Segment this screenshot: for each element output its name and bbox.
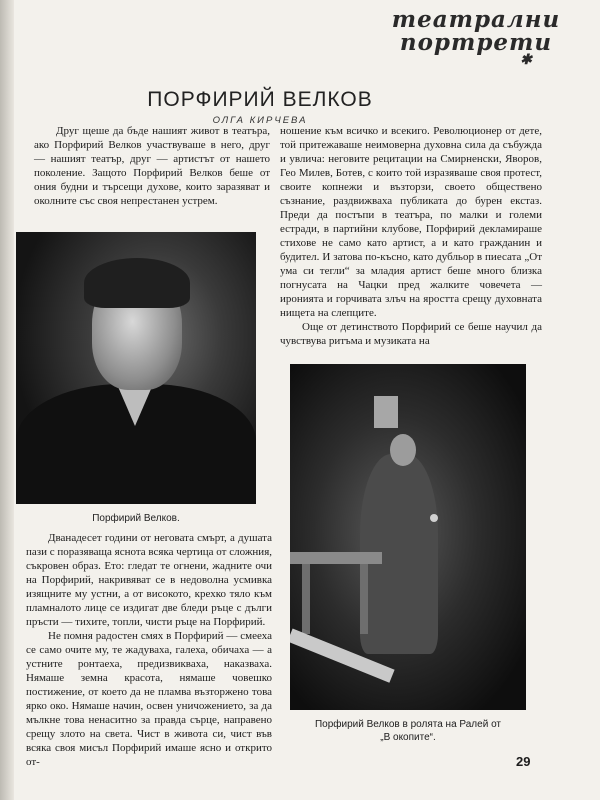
left-column-top xyxy=(34,124,270,208)
article-author: ОЛГА КИРЧЕВА xyxy=(212,115,308,126)
section-heading-line2: портрети xyxy=(399,29,553,56)
paragraph-childhood: Още от детинството Порфирий се беше научил да чувствува ритъма и музиката на xyxy=(280,321,542,347)
right-column xyxy=(280,124,542,348)
paragraph-intro: Друг щеше да бъде нашият живот в театъра, ако Порфирий Велков участвуваше в него, друг — нашият театър, друг — артистът от нашето поколение. Защото Порфирий Велков беше от ония будни и търсещи духове, които заразяват и околните със своя непрестанен устрем. xyxy=(34,125,270,207)
portrait-photo xyxy=(16,232,256,504)
left-column-bottom xyxy=(26,531,272,769)
stage-role-photo xyxy=(290,364,526,710)
asterisk-ornament-icon: ✱ xyxy=(520,52,532,68)
paragraph-revolutionary: ношение към всичко и всекиго. Революционер от дете, той притежаваше неимоверна духовна сила да събужда и увлича: неговите рецитации на Смирненски, Яворов, Гео Милев, Ботев, с които той изразяваше своя протест, своите копнежи и възторзи, своето обществено съзнание, раздвижваха публиката до бурен екстаз. Преди да постъпи в театъра, по малки и големи естради, в партийни клубове, Порфирий декламираше стихове не само като артист, а и като гражданин и будител. И затова по-късно, като дубльор в пиесата „От ума си тегли“ за младия артист беше много близка погнусата на Чацки пред жалките човечета — иронията и горчивата злъч на яростта срещу духовната нищета на слепците. xyxy=(280,125,542,319)
table-leg-right xyxy=(360,564,368,634)
paragraph-memory: Дванадесет години от неговата смърт, а душата пази с поразяваща яснота всяка чертица от сложния, съкровен образ. Ето: гледат те огнени, жадните очи на Порфирий, накривяват се в недоволна усмивка изящните му устни, а от високото, крехко тяло към пламналото лице се издигат две бледи ръце с дълги пръсти — тихите, топли, чисти ръце на Порфирий. xyxy=(26,532,272,628)
stage-caption-line1: Порфирий Велков в ролята на Ралей от xyxy=(314,719,501,730)
table-top xyxy=(290,552,382,564)
section-heading-line1: театрални xyxy=(391,6,561,33)
portrait-hair xyxy=(84,258,190,308)
wall-poster xyxy=(374,396,398,428)
actor-head xyxy=(390,434,416,466)
portrait-caption: Порфирий Велков. xyxy=(92,513,180,524)
article-title: ПОРФИРИЙ ВЕЛКОВ xyxy=(147,88,373,111)
paragraph-laughter: Не помня радостен смях в Порфирий — смееха се само очите му, те жадуваха, галеха, обичаха — а устните ронтаеха, предизвикваха, наказваха. Нямаше земна красота, нямаше човешко постижение, от което да не пламва възторжено това ярко око. Нямаше начин, освен уничожението, за да мълкне това ненаситно за правда сърце, направено срещу злото на света. Чист в живота си, чист във всяка своя мисъл Порфирий имаше ясно и открито от- xyxy=(26,630,272,768)
page-number: 29 xyxy=(516,754,531,769)
lamp-light xyxy=(430,514,438,522)
table-leg-left xyxy=(302,564,310,634)
section-heading xyxy=(376,8,576,66)
stage-photo-caption xyxy=(290,718,526,744)
stage-caption-line2: „В окопите“. xyxy=(380,732,436,743)
